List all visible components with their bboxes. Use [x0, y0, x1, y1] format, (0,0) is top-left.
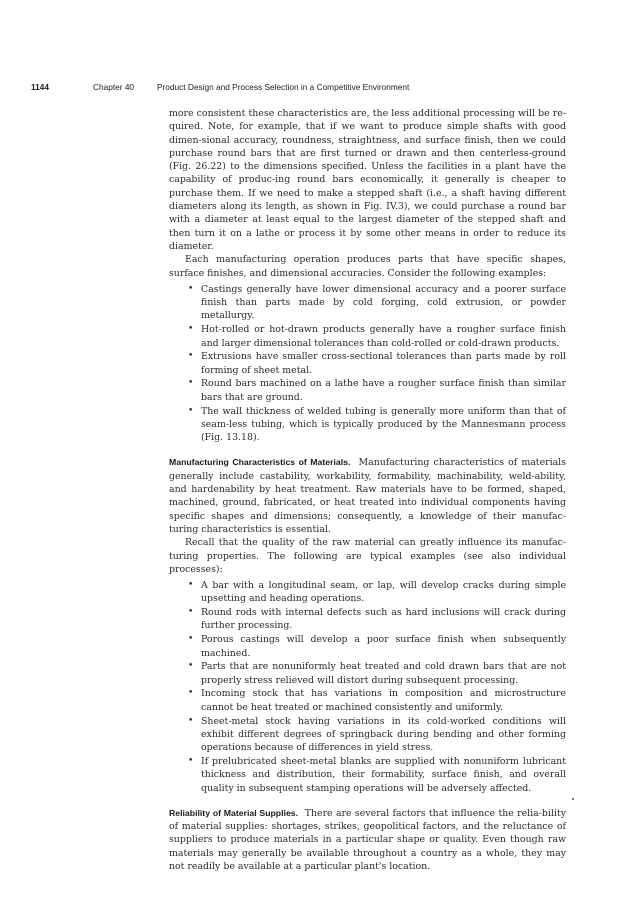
reliability-text: There are several factors that influence the relia-bility of material supplies: shortages, strikes, geopolitical factors, and the reluctance of suppliers to produce materials in a particular shape or quality. Even though raw materials may generally be available throughout a country as a whole, they may not readily be available at a particular plant's location. [169, 807, 566, 873]
mfg-characteristics-text: Manufacturing characteristics of materials generally include castability, workability, formability, machinability, weld-ability, and hardenability by heat treatment. Raw materials have to be formed, shaped, machined, ground, fabricated, or heat treated into individual components having specific shapes and dimensions; consequently, a knowledge of their manufac-turing characteristics is essential. [169, 457, 566, 535]
mfg-characteristics-paragraph [169, 456, 566, 536]
page-body [169, 107, 566, 873]
reliability-paragraph [169, 807, 566, 873]
list-item: • Sheet-metal stock having variations in its cold-worked conditions will exhibit different degrees of springback during bending and other forming operations because of differences in yield stress. [201, 715, 566, 755]
list-item: • Round rods with internal defects such as hard inclusions will crack during further processing. [201, 606, 566, 633]
list-item: • Castings generally have lower dimensional accuracy and a poorer surface finish than parts made by cold forging, cold extrusion, or powder metallurgy. [201, 283, 566, 323]
list-item: • Hot-rolled or hot-drawn products generally have a rougher surface finish and larger dimensional tolerances than cold-rolled or cold-drawn products. [201, 323, 566, 350]
list-item: • Porous castings will develop a poor surface finish when subsequently machined. [201, 633, 566, 660]
list-item: • Round bars machined on a lathe have a rougher surface finish than similar bars that are ground. [201, 377, 566, 404]
chapter-label: Chapter 40 [93, 82, 135, 92]
list-item: • Incoming stock that has variations in composition and microstructure cannot be heat treated or machined consistently and uniformly. [201, 687, 566, 714]
list-item: • Parts that are nonuniformly heat treated and cold drawn bars that are not properly stress relieved will distort during subsequent processing. [201, 660, 566, 687]
scan-speck [572, 798, 574, 800]
examples-list [169, 283, 566, 445]
page-number: 1144 [31, 82, 49, 92]
list-item: • Extrusions have smaller cross-sectional tolerances than parts made by roll forming of sheet metal. [201, 350, 566, 377]
intro-paragraph-2: Each manufacturing operation produces parts that have specific shapes, surface finishes, and dimensional accuracies. Consider the following examples: [169, 254, 566, 279]
list-item: • The wall thickness of welded tubing is generally more uniform than that of seam-less tubing, which is typically produced by the Mannesmann process (Fig. 13.18). [201, 405, 566, 445]
list-item: • If prelubricated sheet-metal blanks are supplied with nonuniform lubricant thickness and distribution, their formability, surface finish, and overall quality in subsequent stamping operations will be adversely affected. [201, 755, 566, 795]
intro-paragraph-1: more consistent these characteristics are, the less additional processing will be re-quired. Note, for example, that if we want to produce simple shafts with good dimen-sional accuracy, roundness, straightness, and surface finish, then we could purchase round bars that are first turned or drawn and then centerless-ground (Fig. 26.22) to the dimensions specified. Unless the facilities in a plant have the capability of produc-ing round bars economically, it generally is cheaper to purchase them. If we need to make a stepped shaft (i.e., a shaft having different diameters along its length, as shown in Fig. IV.3), we could purchase a round bar with a diameter at least equal to the largest diameter of the stepped shaft and then turn it on a lathe or process it by some other means in order to reduce its diameter. [169, 108, 566, 252]
section-heading-reliability: Reliability of Material Supplies. [169, 807, 299, 818]
chapter-title: Product Design and Process Selection in a Competitive Environment [157, 82, 410, 92]
list-item: • A bar with a longitudinal seam, or lap, will develop cracks during simple upsetting and heading operations. [201, 579, 566, 606]
quality-examples-list [169, 579, 566, 795]
section-heading-mfg-characteristics: Manufacturing Characteristics of Materials. [169, 457, 351, 468]
running-header [31, 79, 611, 95]
mfg-quality-paragraph: Recall that the quality of the raw material can greatly influence its manufac-turing properties. The following are typical examples (see also individual processes): [169, 537, 566, 575]
